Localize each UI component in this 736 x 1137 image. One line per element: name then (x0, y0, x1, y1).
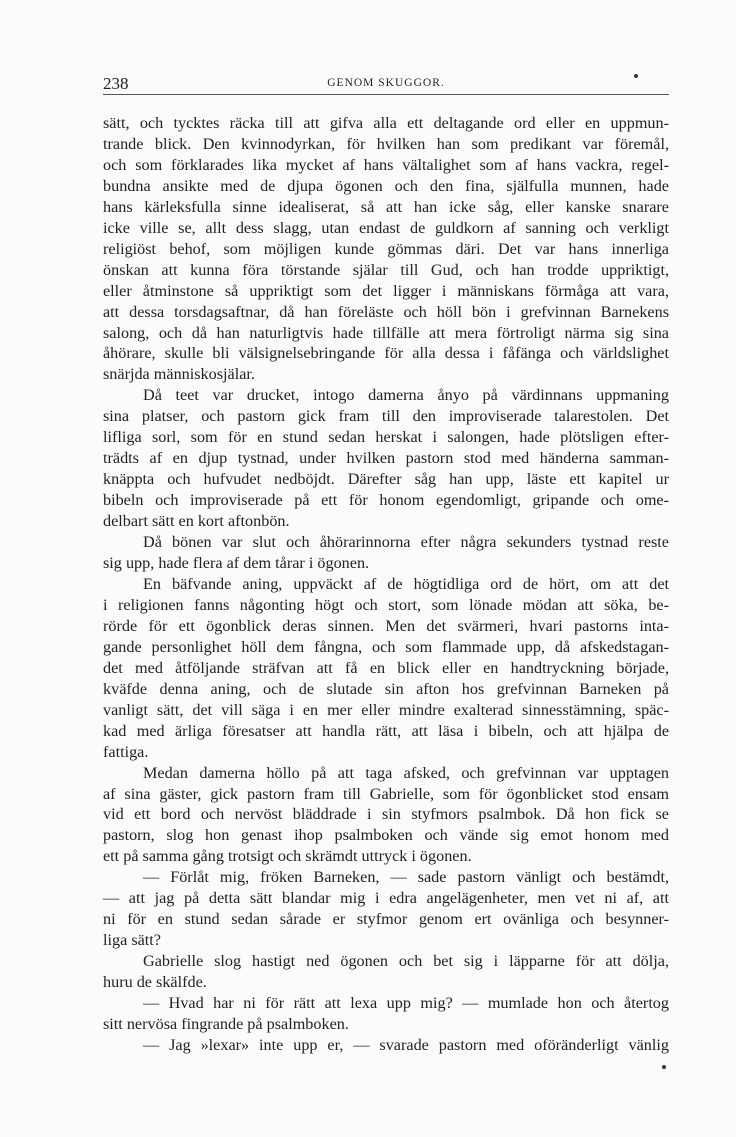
text-line: vanligt sätt, det vill säga i en mer eller mindre exalterad sinnesstämning, späc- (103, 700, 669, 719)
text-line: ni för en stund sedan sårade er styfmor genom ert ovänliga och besynner- (103, 910, 669, 929)
text-line: åhörare, skulle bli välsignelsebringande för alla dessa i fåfänga och världslighet (103, 344, 669, 363)
text-line: delbart sätt en kort aftonbön. (103, 512, 290, 531)
ink-speck (634, 74, 638, 78)
running-title: GENOM SKUGGOR. (327, 77, 445, 89)
text-line: gande personlighet höll dem fångna, och som flammade upp, då afskedstagan- (103, 637, 669, 656)
text-line: snärjda människosjälar. (103, 365, 255, 384)
text-line: religiöst behof, som möjligen kunde gömmas däri. Det var hans innerliga (103, 239, 669, 258)
text-line: liga sätt? (103, 931, 161, 950)
text-line: sätt, och tycktes räcka till att gifva alla ett deltagande ord eller en uppmun- (103, 114, 669, 132)
text-line: — Jag »lexar» inte upp er, — svarade pastorn med oföränderligt vänlig (143, 1035, 669, 1054)
text-line: Gabrielle slog hastigt ned ögonen och bet sig i läpparne för att dölja, (143, 952, 669, 971)
ink-speck (662, 1065, 666, 1069)
text-line: rörde för ett ögonblick deras sinnen. Men det svärmeri, hvari pastorns inta- (103, 616, 669, 635)
text-line: — Förlåt mig, fröken Barneken, — sade pastorn vänligt och bestämdt, (143, 868, 669, 887)
text-line: hans kärleksfulla sinne idealiserat, så att han icke såg, eller kanske snarare (103, 197, 669, 216)
text-line: sina platser, och pastorn gick fram till den improviserade talarestolen. Det (103, 407, 669, 426)
text-line: trädts af en djup tystnad, under hvilken pastorn stod med händerna samman- (103, 449, 669, 468)
text-line: eller åtminstone så uppriktigt som det ligger i människans förmåga att vara, (103, 281, 669, 300)
text-line: lifliga sorl, som för en stund sedan herskat i salongen, hade plötsligen efter- (103, 428, 669, 447)
text-line: — att jag på detta sätt blandar mig i edra angelägenheter, men vet ni af, att (103, 889, 669, 908)
text-line: bibeln och improviserade på ett för honom egendomligt, gripande och ome- (103, 491, 669, 510)
text-line: det med åtföljande sträfvan att få en blick eller en handtryckning började, (103, 658, 669, 677)
text-line: salong, och då han naturligtvis hade tillfälle att mera förtroligt närma sig sina (103, 323, 669, 342)
text-line: pastorn, slog hon genast ihop psalmboken och vände sig emot honom med (103, 826, 669, 845)
text-line: af sina gäster, gick pastorn fram till Gabrielle, som för ögonblicket stod ensam (103, 784, 669, 803)
text-line: kad med ärliga föresatser att handla rätt, att läsa i bibeln, och att hjälpa de (103, 721, 669, 740)
text-line: ett på samma gång trotsigt och skrämdt uttryck i ögonen. (103, 847, 472, 866)
body-text (103, 113, 669, 1056)
text-line: — Hvad har ni för rätt att lexa upp mig? — mumlade hon och återtog (143, 994, 669, 1013)
page-number: 238 (103, 74, 129, 93)
text-line: önskan att kunna föra törstande själar till Gud, och han trodde uppriktigt, (103, 260, 669, 279)
text-line: trande blick. Den kvinnodyrkan, för hvilken han som predikant var föremål, (103, 134, 669, 153)
text-line: knäppta och hufvudet nedböjdt. Därefter såg han upp, läste ett kapitel ur (103, 470, 669, 489)
text-line: bundna ansikte med de djupa ögonen och den fina, själfulla munnen, hade (103, 176, 669, 195)
text-line: att dessa torsdagsaftnar, då han föreläste och höll bön i grefvinnan Barnekens (103, 302, 669, 321)
text-line: fattiga. (103, 742, 149, 761)
text-line: Då bönen var slut och åhörarinnorna efter några sekunders tystnad reste (143, 533, 669, 552)
text-line: vid ett bord och nervöst bläddrade i sin styfmors psalmbok. Då hon fick se (103, 805, 669, 824)
text-line: kväfde denna aning, och de slutade sin afton hos grefvinnan Barneken på (103, 679, 669, 698)
text-line: i religionen fanns någonting högt och stort, som lönade mödan att söka, be- (103, 595, 669, 614)
text-line: huru de skälfde. (103, 973, 207, 992)
page-header (103, 74, 669, 95)
text-line: Medan damerna höllo på att taga afsked, och grefvinnan var upptagen (143, 763, 669, 782)
text-line: Då teet var drucket, intogo damerna ånyo på värdinnans uppmaning (143, 386, 669, 405)
text-line: sitt nervösa fingrande på psalmboken. (103, 1014, 349, 1033)
text-line: En bäfvande aning, uppväckt af de högtidliga ord de hört, om att det (143, 574, 669, 593)
text-line: sig upp, hade flera af dem tårar i ögonen. (103, 554, 370, 573)
text-line: och som förklarades lika mycket af hans vältalighet som af hans vackra, regel- (103, 155, 669, 174)
text-line: icke ville se, allt dess slagg, utan endast de guldkorn af sanning och verkligt (103, 218, 669, 237)
